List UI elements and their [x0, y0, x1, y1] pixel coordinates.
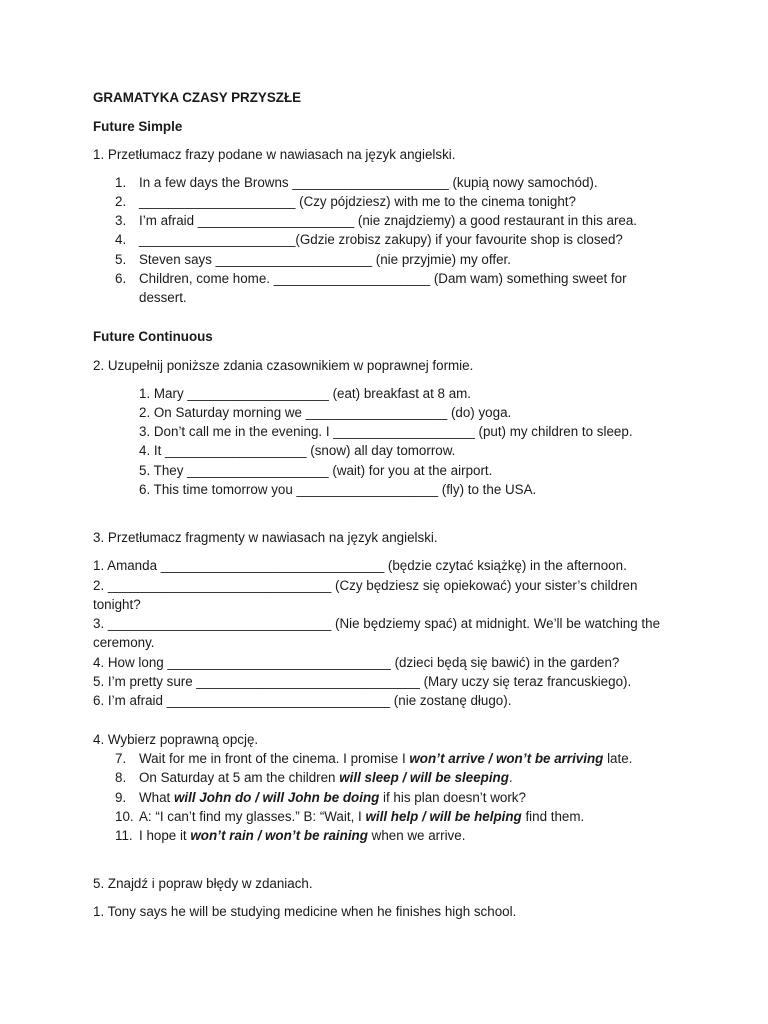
- list-item: 1. Amanda ______________________________ (będzie czytać książkę) in the afternoon.: [93, 558, 627, 573]
- list-item: 8. On Saturday at 5 am the children will sleep / will be sleeping.: [115, 770, 513, 785]
- section4-instruction: 4. Wybierz poprawną opcję.: [93, 732, 259, 747]
- list-item: 1. Tony says he will be studying medicine when he finishes high school.: [93, 904, 517, 919]
- list-item: 10. A: “I can’t find my glasses.” B: “Wait, I will help / will be helping find them.: [115, 809, 585, 824]
- list-item: 11. I hope it won’t rain / won’t be raining when we arrive.: [115, 828, 466, 843]
- section2-instruction: 2. Uzupełnij poniższe zdania czasownikiem w poprawnej formie.: [93, 358, 474, 373]
- list-item: 3. ______________________________ (Nie będziemy spać) at midnight. We’ll be watching the: [93, 616, 661, 631]
- list-item: 3. I’m afraid _____________________ (nie znajdziemy) a good restaurant in this area.: [115, 213, 638, 228]
- answer-option: won’t rain / won’t be raining: [190, 828, 368, 843]
- list-item: 1. In a few days the Browns _____________________ (kupią nowy samochód).: [115, 175, 598, 190]
- list-item: 7. Wait for me in front of the cinema. I promise I won’t arrive / won’t be arriving late.: [115, 751, 633, 766]
- list-item-continuation: dessert.: [139, 290, 187, 305]
- list-item: 4. _____________________(Gdzie zrobisz zakupy) if your favourite shop is closed?: [115, 232, 623, 247]
- list-item: 3. Don’t call me in the evening. I ___________________ (put) my children to sleep.: [139, 424, 633, 439]
- page-title: GRAMATYKA CZASY PRZYSZŁE: [93, 90, 302, 105]
- list-item: 5. They ___________________ (wait) for you at the airport.: [139, 463, 493, 478]
- section1-heading: Future Simple: [93, 119, 183, 134]
- answer-option: will sleep / will be sleeping: [339, 770, 509, 785]
- list-item: 2. ______________________________ (Czy będziesz się opiekować) your sister’s children: [93, 578, 638, 593]
- list-item: 1. Mary ___________________ (eat) breakfast at 8 am.: [139, 386, 472, 401]
- list-item: 4. How long ______________________________ (dzieci będą się bawić) in the garden?: [93, 655, 620, 670]
- answer-option: won’t arrive / won’t be arriving: [409, 751, 604, 766]
- list-item: 6. This time tomorrow you ___________________ (fly) to the USA.: [139, 482, 537, 497]
- list-item: 2. On Saturday morning we ___________________ (do) yoga.: [139, 405, 512, 420]
- list-item: 2. _____________________ (Czy pójdziesz) with me to the cinema tonight?: [115, 194, 576, 209]
- section2-heading: Future Continuous: [93, 329, 213, 344]
- list-item: 5. Steven says _____________________ (nie przyjmie) my offer.: [115, 252, 511, 267]
- answer-option: will help / will be helping: [365, 809, 522, 824]
- list-item-continuation: tonight?: [93, 597, 141, 612]
- list-item: 5. I’m pretty sure ______________________________ (Mary uczy się teraz francuskiego).: [93, 674, 632, 689]
- section5-instruction: 5. Znajdź i popraw błędy w zdaniach.: [93, 876, 313, 891]
- section1-instruction: 1. Przetłumacz frazy podane w nawiasach na język angielski.: [93, 147, 456, 162]
- list-item: 9. What will John do / will John be doing if his plan doesn’t work?: [115, 790, 526, 805]
- list-item: 6. Children, come home. _____________________ (Dam wam) something sweet for: [115, 271, 627, 286]
- answer-option: will John do / will John be doing: [173, 790, 380, 805]
- list-item: 6. I’m afraid ______________________________ (nie zostanę długo).: [93, 693, 512, 708]
- list-item-continuation: ceremony.: [93, 635, 155, 650]
- section3-instruction: 3. Przetłumacz fragmenty w nawiasach na język angielski.: [93, 530, 438, 545]
- list-item: 4. It ___________________ (snow) all day tomorrow.: [139, 443, 456, 458]
